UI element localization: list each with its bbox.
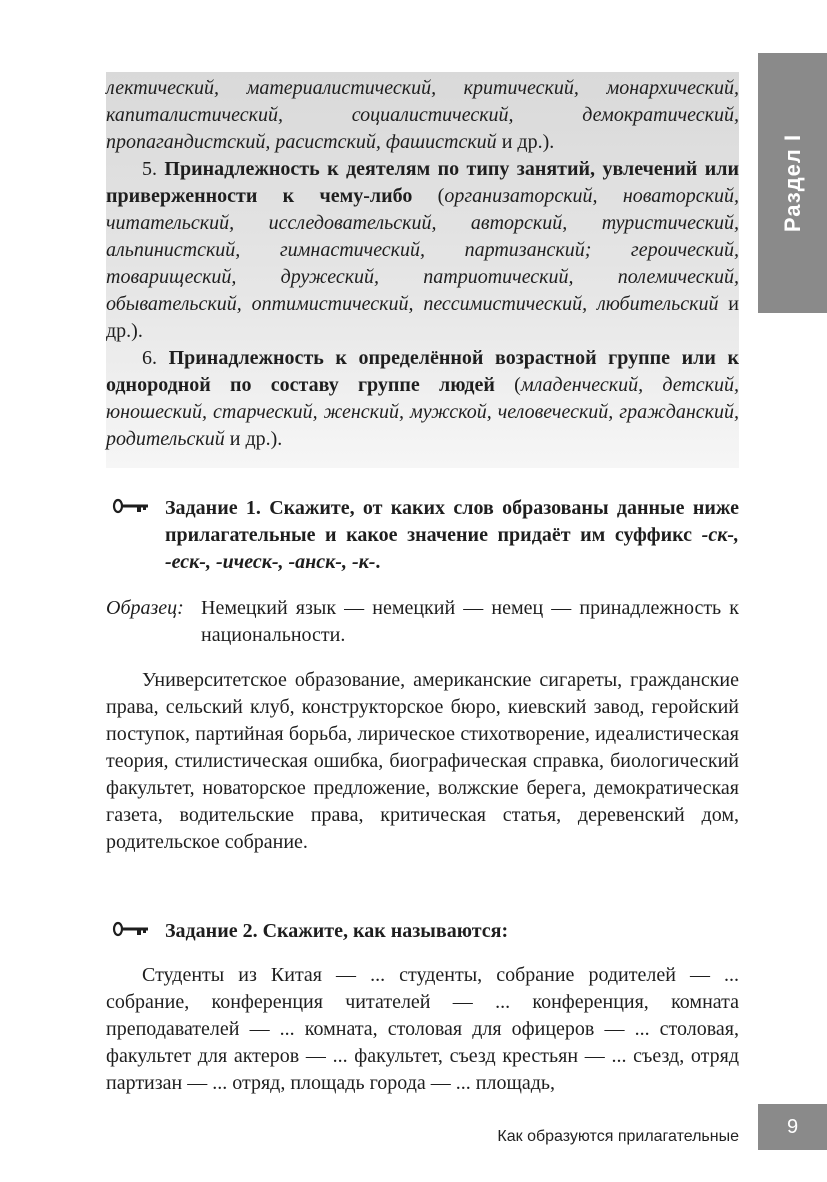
sample-label: Образец: <box>106 597 184 619</box>
exercise-1-body <box>106 667 739 856</box>
task-1-suffixes: -ск-, -еск-, -ическ-, -анск-, -к- <box>165 524 739 573</box>
shaded-continuation <box>106 75 739 156</box>
shaded-block <box>106 75 739 453</box>
task-1-text <box>106 495 739 576</box>
item-6-examples: младенческий, детский, юношеский, старческий, женский, мужской, человеческий, гражданский, родительский <box>106 374 739 450</box>
exercise-2-paragraph: Студенты из Китая — ... студенты, собрание родителей — ... собрание, конференция читателей — ... конференция, комната преподавателей — ... комната, столовая для офицеров — ... столовая, факультет для актеров — ... факультет, съезд крестьян — ... съезд, отряд партизан — ... отряд, площадь города — ... площадь, <box>106 964 739 1094</box>
item-5-tail: и др.). <box>106 293 739 342</box>
page-number: 9 <box>786 1115 799 1138</box>
task-2-text: Задание 2. Скажите, как называются: <box>165 920 509 942</box>
task-1 <box>106 495 739 576</box>
list-item-6 <box>106 345 739 453</box>
section-label: Раздел I <box>779 133 805 233</box>
list-item-5 <box>106 156 739 345</box>
item-6-number: 6. <box>142 347 169 369</box>
item-5-heading: Принадлежность к деятелям по типу занятий, увлечений или приверженности к чему-либо <box>106 158 740 207</box>
exercise-1-paragraph: Университетское образование, американские сигареты, гражданские права, сельский клуб, конструкторское бюро, киевский завод, геройский поступок, партийная борьба, лирическое стихотворение, идеалистическая теория, стилистическая ошибка, биографическая справка, биологический факультет, новаторское предложение, волжские берега, демократическая газета, водительские права, критическая статья, деревенский дом, родительское собрание. <box>106 669 739 853</box>
item-5-number: 5. <box>142 158 165 180</box>
item-5-examples: организаторский, новаторский, читательский, исследовательский, авторский, туристический, альпинистский, гимнастический, партизанский; героический, товарищеский, дружеский, патриотический, полемический, обывательский, оптимистический, пессимистический, любительский <box>106 185 739 315</box>
section-side-tab <box>758 53 827 313</box>
task-1-end: . <box>375 551 381 573</box>
key-icon <box>112 919 150 946</box>
item-6-open: ( <box>494 374 521 396</box>
item-6-heading: Принадлежность к определённой возрастной группе или к однородной по составу группе людей <box>106 347 740 396</box>
task-1-body: Задание 1. Скажите, от каких слов образованы данные ниже прилагательные и какое значение придаёт им суффикс <box>165 497 739 546</box>
key-icon <box>112 496 150 523</box>
item-5-open: ( <box>412 185 445 207</box>
continuation-examples: лектический, материалистический, критический, монархический, капиталистический, социалистический, демократический, пропагандистский, расистский, фашистский <box>106 77 739 153</box>
exercise-2-body <box>106 962 739 1097</box>
continuation-tail: и др.). <box>496 131 555 153</box>
page-number-tab <box>758 1104 827 1150</box>
sample-text: Немецкий язык — немецкий — немец — принадлежность к национальности. <box>201 597 739 646</box>
task-2 <box>106 918 739 945</box>
running-title: Как образуются прилагательные <box>497 1128 739 1145</box>
item-6-tail: и др.). <box>224 428 283 450</box>
sample <box>106 595 739 649</box>
